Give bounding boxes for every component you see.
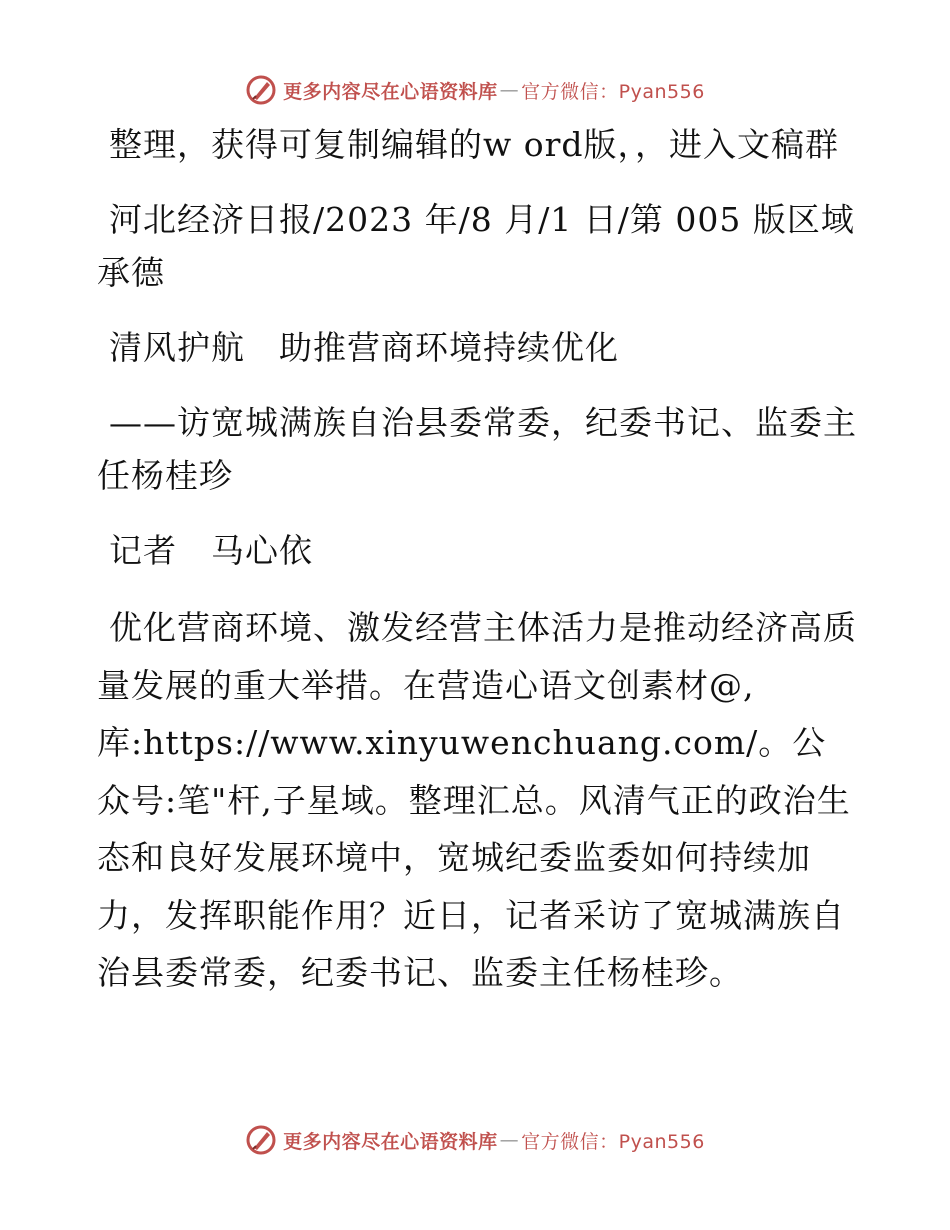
article-body-paragraph: 优化营商环境、激发经营主体活力是推动经济高质量发展的重大举措。在营造心语文创素材@,库:https://www.xinyuwenchuang.com/。公众号:笔"杆,子星域。整理汇总。风清气正的政治生态和良好发展环境中，宽城纪委监委如何持续加力，发挥职能作用？近日，记者采访了宽城满族自治县委常委，纪委书记、监委主任杨桂珍。 xyxy=(97,608,857,992)
source-line: 河北经济日报/2023 年/8 月/1 日/第 005 版区域 承德 xyxy=(97,200,855,292)
banner-separator: — xyxy=(499,1129,520,1151)
banner-wechat-text: 官方微信：Pyan556 xyxy=(521,80,705,103)
article-byline: 记者 马心依 xyxy=(109,531,313,570)
banner-brand-text: 更多内容尽在心语资料库 xyxy=(283,80,498,103)
banner-brand-text: 更多内容尽在心语资料库 xyxy=(283,1130,498,1153)
article-subheadline: ——访宽城满族自治县委常委，纪委书记、监委主任杨桂珍 xyxy=(97,403,857,495)
header-watermark-banner xyxy=(0,70,950,110)
banner-wechat-text: 官方微信：Pyan556 xyxy=(521,1130,705,1153)
quill-pen-logo-icon xyxy=(245,1124,277,1156)
document-body xyxy=(97,118,857,1002)
intro-line: 整理，获得可复制编辑的w ord版，，进入文稿群 xyxy=(109,125,840,164)
article-headline: 清风护航 助推营商环境持续优化 xyxy=(109,328,619,367)
quill-pen-logo-icon xyxy=(245,74,277,106)
footer-watermark-banner xyxy=(0,1120,950,1160)
banner-separator: — xyxy=(499,79,520,101)
